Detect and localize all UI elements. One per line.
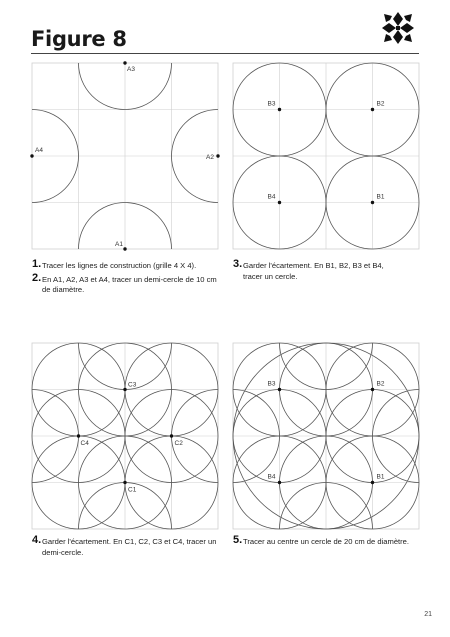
quilt-block-logo-icon — [380, 10, 416, 46]
point-a2 — [216, 154, 219, 157]
caption-step-1 — [32, 258, 218, 272]
point-c1 — [123, 481, 126, 484]
label-b3: B3 — [267, 380, 276, 388]
panel-step-1-2 — [32, 63, 218, 249]
point-b2 — [371, 388, 374, 391]
caption-right-top — [233, 258, 393, 285]
label-b2: B2 — [376, 100, 385, 108]
point-a4 — [30, 154, 33, 157]
step-number: 5. — [233, 534, 243, 546]
step-text: En A1, A2, A3 et A4, tracer un demi-cercle de 10 cm de diamètre. — [42, 274, 217, 294]
panel-2-drawing — [233, 63, 419, 249]
point-b1 — [371, 481, 374, 484]
caption-left-bottom — [32, 534, 218, 561]
caption-step-3 — [233, 258, 393, 282]
point-b4 — [278, 481, 281, 484]
label-c1: C1 — [128, 486, 137, 494]
label-b1: B1 — [376, 473, 385, 481]
caption-step-5 — [233, 534, 423, 548]
step-text: Garder l'écartement. En C1, C2, C3 et C4, tracer un demi-cercle. — [42, 537, 217, 557]
point-b3 — [278, 388, 281, 391]
label-a2: A2 — [206, 154, 214, 161]
label-b3: B3 — [267, 100, 276, 108]
point-a1 — [123, 247, 126, 250]
label-b4: B4 — [267, 473, 276, 481]
point-c3 — [123, 388, 126, 391]
label-a1: A1 — [115, 241, 123, 248]
point-b2 — [371, 108, 374, 111]
step-number: 4. — [32, 534, 42, 546]
label-c4: C4 — [80, 440, 89, 447]
point-c2 — [170, 434, 173, 437]
point-b1 — [371, 201, 374, 204]
step-number: 3. — [233, 258, 243, 270]
step-text: Tracer au centre un cercle de 20 cm de diamètre. — [243, 537, 410, 546]
panel-step-4 — [32, 343, 218, 529]
point-a3 — [123, 61, 126, 64]
panel-step-5 — [233, 343, 419, 529]
label-a3: A3 — [127, 66, 135, 73]
panel-step-3 — [233, 63, 419, 249]
label-b1: B1 — [376, 193, 385, 201]
title-divider — [31, 53, 419, 54]
page-title: Figure 8 — [31, 27, 127, 51]
panel-1-drawing — [32, 63, 218, 249]
page-number: 21 — [424, 611, 432, 618]
caption-left-top — [32, 258, 218, 299]
caption-right-bottom — [233, 534, 423, 551]
step-text: Tracer les lignes de construction (grille 4 X 4). — [42, 261, 197, 270]
panel-3-drawing — [32, 343, 218, 529]
label-c2: C2 — [174, 440, 183, 447]
label-b2: B2 — [376, 380, 385, 388]
label-b4: B4 — [267, 193, 276, 201]
point-c4 — [77, 434, 80, 437]
label-c3: C3 — [128, 381, 137, 389]
step-text: Garder l'écartement. En B1, B2, B3 et B4, tracer un cercle. — [243, 261, 384, 281]
point-b4 — [278, 201, 281, 204]
caption-step-4 — [32, 534, 218, 558]
point-b3 — [278, 108, 281, 111]
panel-4-drawing — [233, 343, 419, 529]
step-number: 2. — [32, 271, 42, 284]
label-a4: A4 — [35, 147, 43, 154]
step-number: 1. — [32, 258, 42, 270]
caption-step-2 — [32, 271, 218, 296]
